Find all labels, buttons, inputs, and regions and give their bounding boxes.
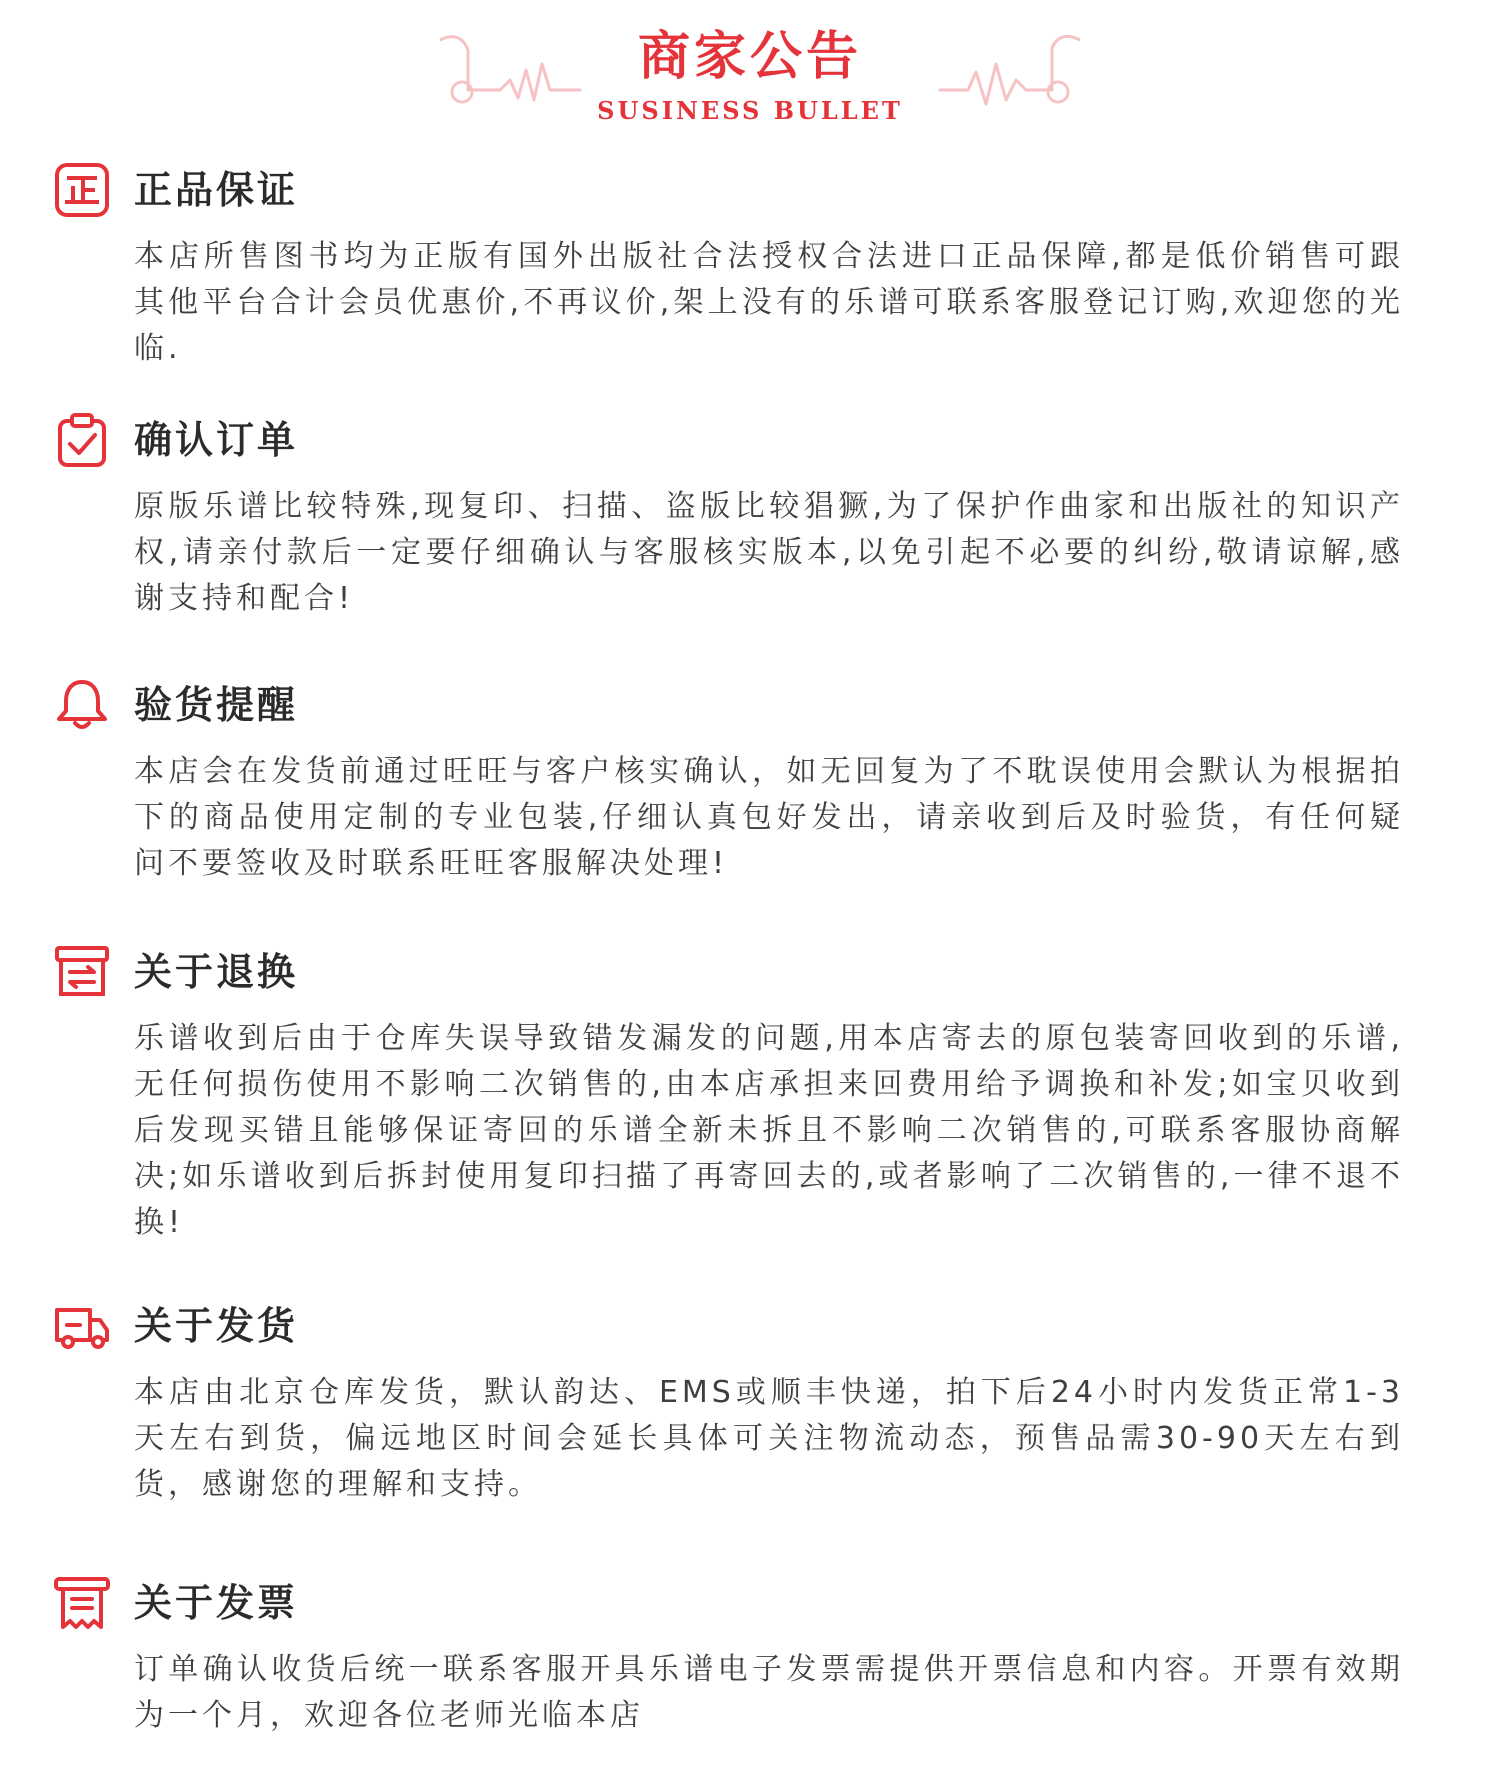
section-body: 本店所售图书均为正版有国外出版社合法授权合法进口正品保障,都是低价销售可跟其他平台合计会员优惠价,不再议价,架上没有的乐谱可联系客服登记订购,欢迎您的光临.	[134, 239, 1404, 366]
section-title: 关于退换	[134, 950, 299, 994]
page-title: 商家公告	[637, 27, 862, 87]
clipboard-check-icon	[54, 412, 110, 468]
section-body: 本店由北京仓库发货，默认韵达、EMS或顺丰快递，拍下后24小时内发货正常1-3天左右到货，偏远地区时间会延长具体可关注物流动态，预售品需30-90天左右到货，感谢您的理解和支持。	[134, 1375, 1404, 1502]
announcement-header	[0, 0, 1500, 140]
bell-icon	[54, 677, 110, 733]
section-title: 关于发货	[134, 1304, 299, 1348]
section-body: 订单确认收货后统一联系客服开具乐谱电子发票需提供开票信息和内容。开票有效期为一个月，欢迎各位老师光临本店	[134, 1652, 1404, 1733]
section-title: 确认订单	[134, 418, 299, 462]
page-subtitle: SUSINESS BULLET	[597, 96, 903, 125]
section-body: 乐谱收到后由于仓库失误导致错发漏发的问题,用本店寄去的原包装寄回收到的乐谱,无任何损伤使用不影响二次销售的,由本店承担来回费用给予调换和补发;如宝贝收到后发现买错且能够保证寄回的乐谱全新未拆且不影响二次销售的,可联系客服协商解决;如乐谱收到后拆封使用复印扫描了再寄回去的,或者影响了二次销售的,一律不退不换!	[134, 1021, 1404, 1240]
authentic-icon	[54, 162, 110, 218]
section-title: 验货提醒	[134, 683, 299, 727]
section-title: 关于发票	[134, 1581, 299, 1625]
exchange-box-icon	[54, 944, 110, 1000]
section-body: 原版乐谱比较特殊,现复印、扫描、盗版比较猖獗,为了保护作曲家和出版社的知识产权,请亲付款后一定要仔细确认与客服核实版本,以免引起不必要的纠纷,敬请谅解,感谢支持和配合!	[134, 489, 1404, 616]
truck-icon	[54, 1298, 110, 1354]
section-body: 本店会在发货前通过旺旺与客户核实确认，如无回复为了不耽误使用会默认为根据拍下的商品使用定制的专业包装,仔细认真包好发出，请亲收到后及时验货，有任何疑问不要签收及时联系旺旺客服解决处理!	[134, 754, 1404, 881]
section-title: 正品保证	[134, 168, 299, 212]
invoice-icon	[54, 1575, 110, 1631]
